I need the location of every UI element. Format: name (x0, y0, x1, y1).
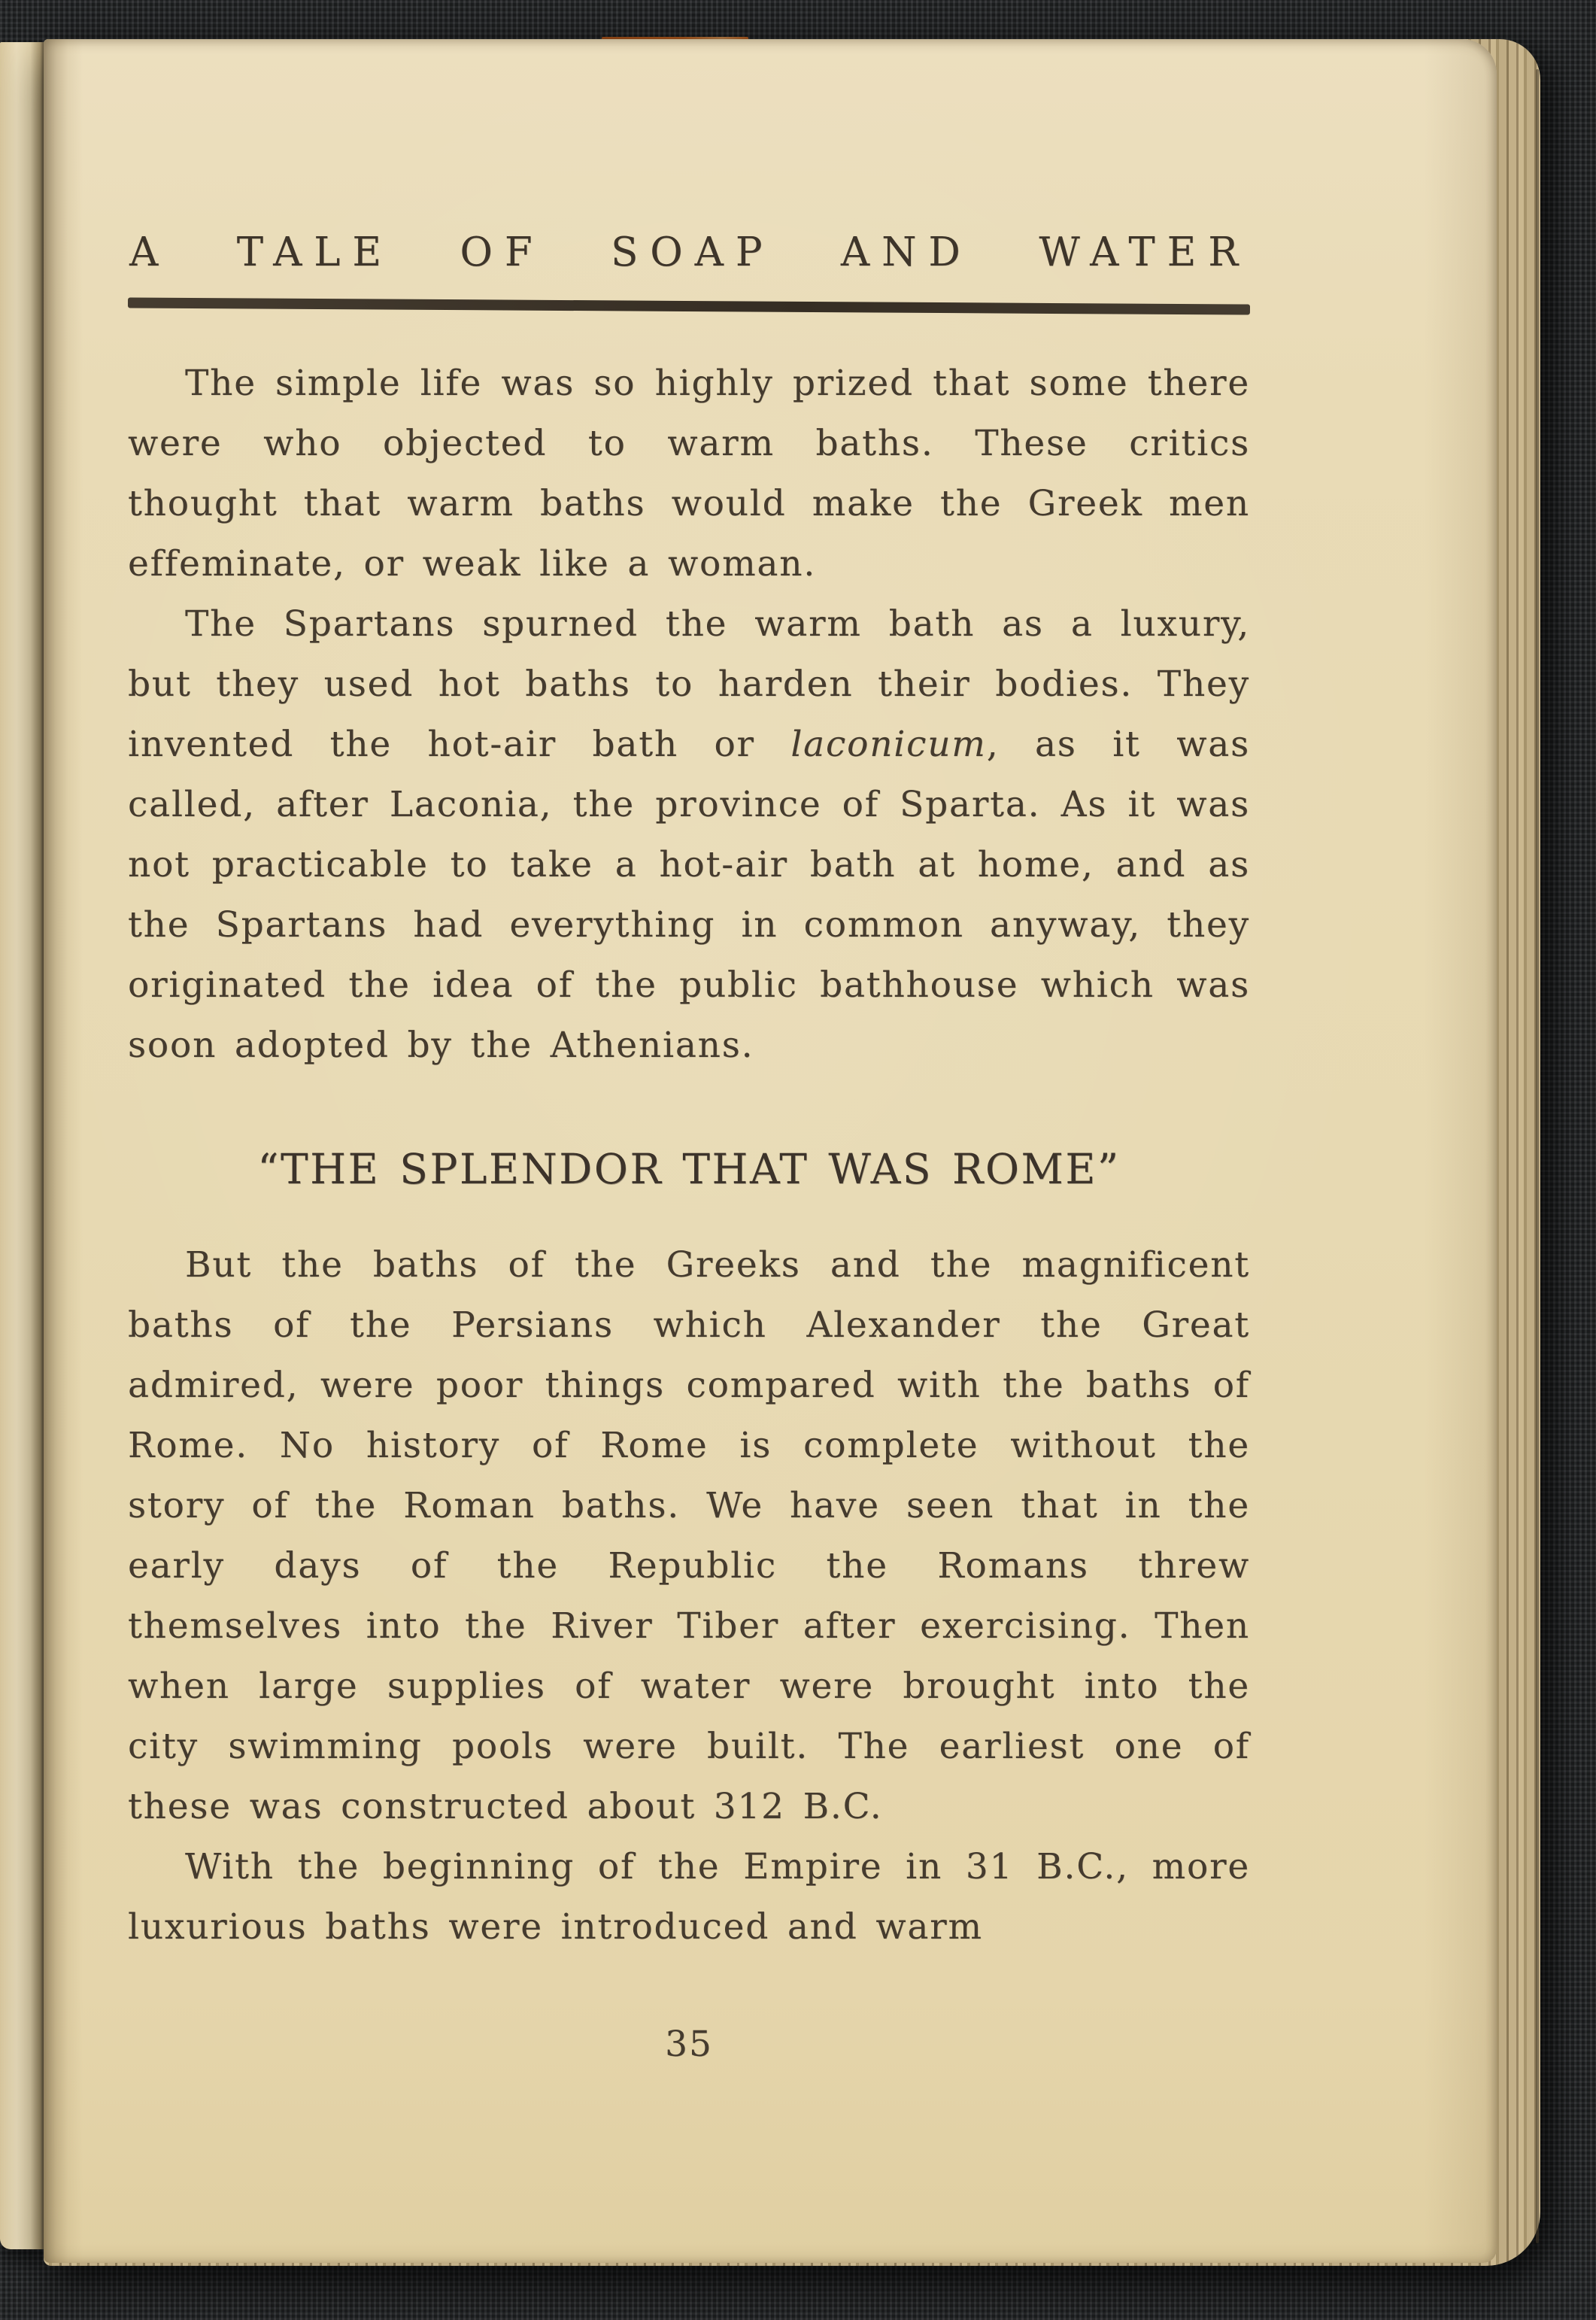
paragraph-empire: With the beginning of the Empire in 31 B.C., more luxurious baths were introduced and warm (128, 1846, 1250, 1948)
body-text (128, 354, 1250, 1957)
paragraph-spartans (128, 594, 1250, 1076)
page-number: 35 (665, 2024, 713, 2065)
running-header: A TALE OF SOAP AND WATER (129, 229, 1250, 275)
section-heading: “THE SPLENDOR THAT WAS ROME” (257, 1145, 1121, 1193)
paragraph-simple-life: The simple life was so highly prized that some there were who objected to warm baths. These critics thought that warm baths would make the Greek men effeminate, or weak like a woman. (128, 363, 1250, 585)
book-page (44, 39, 1497, 2263)
header-rule (128, 297, 1250, 314)
adjacent-page-edge (0, 42, 44, 2249)
page-content (128, 39, 1250, 2263)
page-fore-edge-stack (44, 39, 1540, 2266)
fore-edge-shadow-line (1536, 69, 1539, 2243)
paragraph-spartans-segment-1: The Spartans spurned the warm bath as a luxury, but they used hot baths to harden their bodies. They invented the hot-air bath or (128, 603, 1250, 765)
gutter-shadow (44, 39, 83, 2263)
paragraph-spartans-segment-2: , as it was called, after Laconia, the province of Sparta. As it was not practicable to take a hot-air bath at home, and as the Spartans had everything in common anyway, they originated the idea of the public bathhouse which was soon adopted by the Athenians. (128, 724, 1250, 1066)
latin-term-laconicum: laconicum (790, 724, 987, 765)
paragraph-roman-baths: But the baths of the Greeks and the magnificent baths of the Persians which Alexander the Great admired, were poor things compared with the baths of Rome. No history of Rome is complete without the story of the Roman baths. We have seen that in the early days of the Republic the Romans threw themselves into the River Tiber after exercising. Then when large supplies of water were brought into the city swimming pools were built. The earliest one of these was constructed about 312 B.C. (128, 1244, 1250, 1827)
